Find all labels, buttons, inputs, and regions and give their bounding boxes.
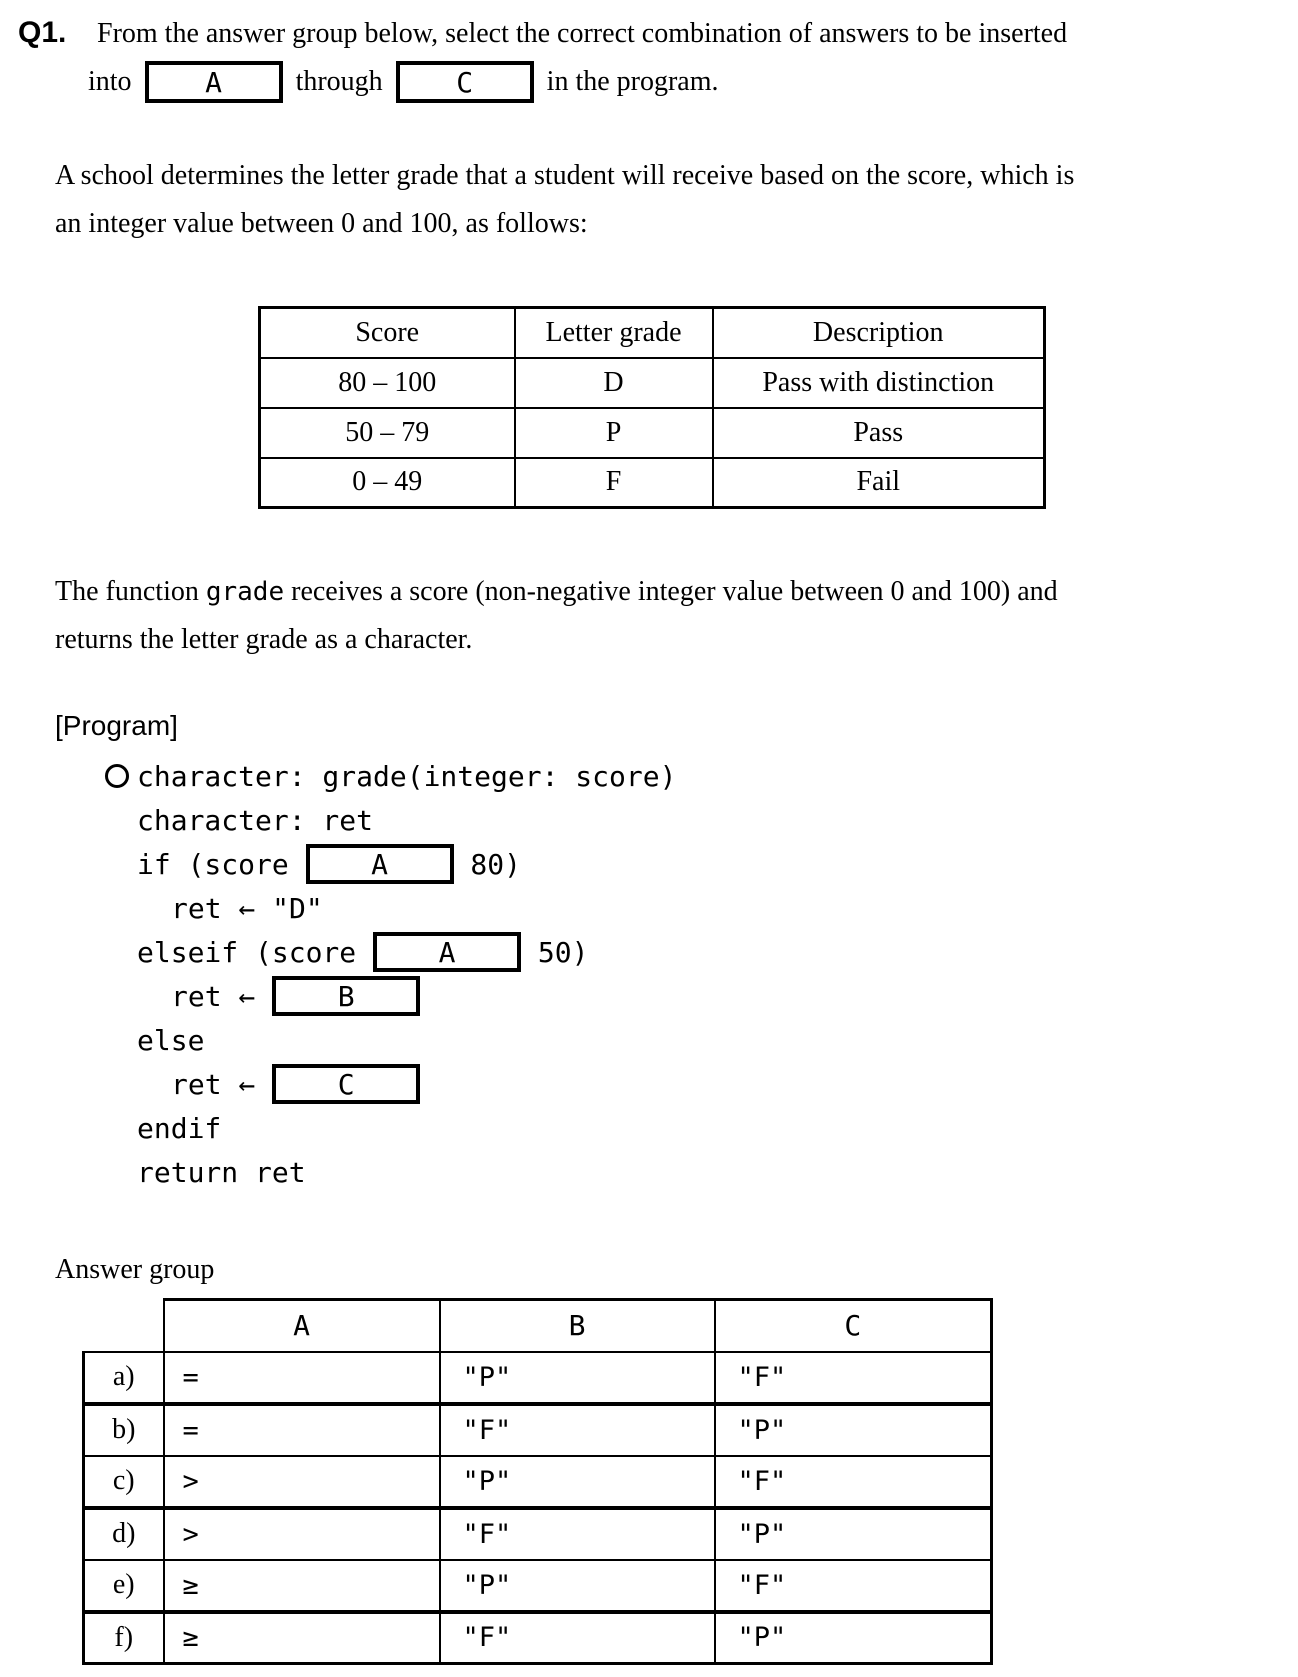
answer-cell-a: ≥ [164, 1560, 440, 1612]
code-text: 80) [453, 847, 522, 881]
code-line-ret-c [105, 1062, 676, 1106]
code-line [105, 1106, 676, 1150]
code-line-declaration [105, 754, 676, 798]
code-line-if [105, 842, 676, 886]
code-line [105, 886, 676, 930]
function-bullet-icon [105, 764, 129, 788]
grade-table-header-letter: Letter grade [515, 308, 713, 358]
answer-table-corner [84, 1300, 164, 1352]
grade-table-row [260, 458, 1045, 508]
blank-box-b: B [272, 976, 420, 1016]
program-label: [Program] [55, 710, 178, 741]
code-text: elseif (score [137, 935, 374, 969]
grade-letter-cell: F [515, 458, 713, 508]
answer-header-b: B [440, 1300, 715, 1352]
answer-row-d [84, 1508, 992, 1560]
code-line-ret-b [105, 974, 676, 1018]
answer-cell-c: "F" [715, 1560, 992, 1612]
answer-cell-b: "P" [440, 1352, 715, 1404]
blank-box-a-elseif: A [373, 932, 521, 972]
answer-cell-b: "P" [440, 1560, 715, 1612]
grade-table-header-score: Score [260, 308, 515, 358]
code-text: return ret [137, 1155, 306, 1189]
grade-table-row [260, 358, 1045, 408]
question-text-end: in the program. [546, 66, 719, 97]
code-line [105, 1018, 676, 1062]
code-line [105, 1150, 676, 1194]
code-text: endif [137, 1111, 222, 1145]
answer-row-label: b) [84, 1404, 164, 1456]
answer-cell-a: > [164, 1508, 440, 1560]
question-text-through: through [295, 66, 383, 97]
blank-box-c: C [396, 61, 534, 103]
code-text: character: ret [137, 803, 374, 837]
answer-cell-b: "F" [440, 1404, 715, 1456]
answer-cell-b: "P" [440, 1456, 715, 1508]
grade-table-header-row [260, 308, 1045, 358]
func-name-code: grade [205, 577, 285, 607]
answer-row-label: d) [84, 1508, 164, 1560]
answer-row-b [84, 1404, 992, 1456]
answer-group-label: Answer group [55, 1254, 215, 1285]
grade-score-cell: 80 – 100 [260, 358, 515, 408]
answer-cell-b: "F" [440, 1612, 715, 1664]
grade-desc-cell: Pass [713, 408, 1045, 458]
answer-cell-c: "P" [715, 1508, 992, 1560]
answer-row-f [84, 1612, 992, 1664]
answer-cell-c: "P" [715, 1612, 992, 1664]
answer-row-c [84, 1456, 992, 1508]
function-description-line1 [55, 568, 1265, 616]
answer-group-table [82, 1298, 993, 1665]
blank-box-c-code: C [272, 1064, 420, 1104]
answer-row-e [84, 1560, 992, 1612]
question-number: Q1. [18, 16, 67, 49]
code-text: ret ← [171, 979, 273, 1013]
question-text-line1: From the answer group below, select the correct combination of answers to be inserted [97, 18, 1068, 49]
grade-desc-cell: Pass with distinction [713, 358, 1045, 408]
intro-paragraph [55, 152, 1265, 248]
code-text: ret ← "D" [171, 891, 323, 925]
answer-cell-a: > [164, 1456, 440, 1508]
grade-table-row [260, 408, 1045, 458]
question-text-into: into [88, 66, 132, 97]
blank-box-a-if: A [306, 844, 454, 884]
grade-score-cell: 50 – 79 [260, 408, 515, 458]
answer-header-a: A [164, 1300, 440, 1352]
grade-table-header-desc: Description [713, 308, 1045, 358]
question-text-line2 [88, 58, 719, 106]
code-text: ret ← [171, 1067, 273, 1101]
blank-box-a: A [145, 61, 283, 103]
answer-cell-a: ≥ [164, 1612, 440, 1664]
code-text: 50) [521, 935, 589, 969]
answer-cell-a: = [164, 1352, 440, 1404]
function-description [55, 568, 1265, 664]
answer-row-label: e) [84, 1560, 164, 1612]
code-text: else [137, 1023, 205, 1057]
code-declaration-text: character: grade(integer: score) [137, 759, 677, 793]
answer-cell-c: "P" [715, 1404, 992, 1456]
grade-score-cell: 0 – 49 [260, 458, 515, 508]
program-code [105, 754, 676, 1194]
answer-header-row [84, 1300, 992, 1352]
answer-row-label: a) [84, 1352, 164, 1404]
answer-row-a [84, 1352, 992, 1404]
grade-letter-cell: D [515, 358, 713, 408]
answer-cell-c: "F" [715, 1456, 992, 1508]
answer-row-label: c) [84, 1456, 164, 1508]
func-desc-pre: The function [55, 576, 206, 607]
intro-line2: an integer value between 0 and 100, as follows: [55, 208, 588, 239]
answer-cell-b: "F" [440, 1508, 715, 1560]
answer-header-c: C [715, 1300, 992, 1352]
answer-row-label: f) [84, 1612, 164, 1664]
code-text: if (score [137, 847, 306, 881]
grade-table [258, 306, 1046, 509]
grade-desc-cell: Fail [713, 458, 1045, 508]
code-line-elseif [105, 930, 676, 974]
grade-letter-cell: P [515, 408, 713, 458]
answer-cell-a: = [164, 1404, 440, 1456]
intro-line1: A school determines the letter grade that a student will receive based on the score, which is [55, 160, 1075, 191]
code-line [105, 798, 676, 842]
function-description-line2: returns the letter grade as a character. [55, 624, 473, 655]
answer-cell-c: "F" [715, 1352, 992, 1404]
func-desc-post: receives a score (non-negative integer value between 0 and 100) and [284, 576, 1058, 607]
